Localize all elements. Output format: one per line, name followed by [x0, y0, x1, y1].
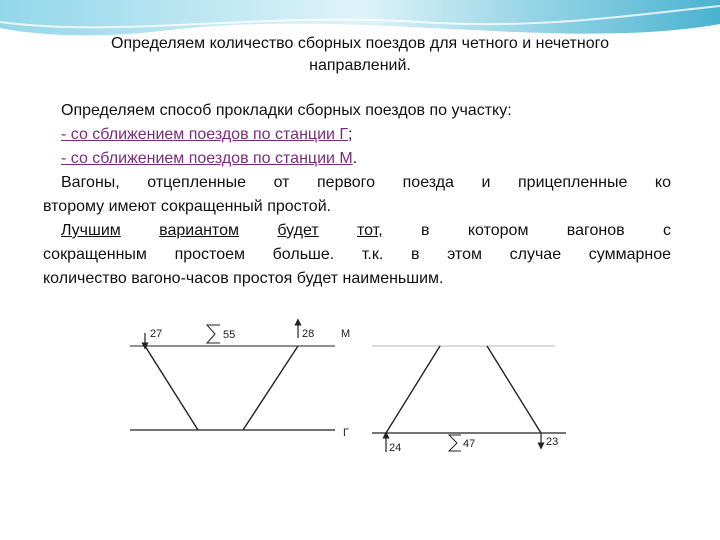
left-train-27-path — [145, 346, 198, 430]
right-standby-label: 47 — [463, 438, 476, 450]
left-train-28-label: 28 — [302, 328, 315, 340]
right-train-24-label: 24 — [389, 442, 402, 454]
left-train-28-path — [243, 346, 298, 430]
station-m-label: М — [341, 328, 351, 340]
best-word-2: вариантом — [159, 222, 239, 239]
right-train-23-label: 23 — [546, 436, 559, 448]
right-train-23-path — [487, 346, 541, 433]
best-word-4: тот, — [356, 222, 383, 239]
left-train-27-label: 27 — [150, 328, 163, 340]
station-g-label: Г — [343, 427, 349, 439]
paragraph-wagons-line-2: второму имеют сокращенный простой. — [43, 198, 332, 215]
best-word-1: Лучшим — [61, 222, 121, 239]
paragraph-best-line-3: количество вагоно-часов простоя будет наименьшим. — [43, 270, 444, 287]
best-word-rest: в котором вагонов с — [421, 222, 671, 239]
option-station-m-tail: . — [352, 150, 358, 167]
option-station-g-link[interactable]: - со сближением поездов по станции Г — [61, 126, 349, 143]
paragraph-best-line-2: сокращенным простоем больше. т.к. в этом случае суммарное — [43, 246, 671, 263]
right-train-24-path — [386, 346, 440, 433]
left-standby-label: 55 — [223, 329, 236, 341]
option-station-g-tail: ; — [348, 126, 353, 143]
right-standby-sigma-icon — [449, 435, 461, 451]
paragraph-intro: Определяем способ прокладки сборных поездов по участку: — [61, 102, 512, 119]
paragraph-wagons-line-1: Вагоны, отцепленные от первого поезда и прицепленные ко — [61, 174, 671, 191]
option-station-m-link[interactable]: - со сближением поездов по станции М — [61, 150, 353, 167]
title-line-1: Определяем количество сборных поездов для четного и нечетного — [111, 35, 609, 52]
best-word-3: будет — [277, 222, 319, 239]
title-line-2: направлений. — [309, 57, 411, 74]
left-standby-sigma-icon — [207, 325, 220, 343]
